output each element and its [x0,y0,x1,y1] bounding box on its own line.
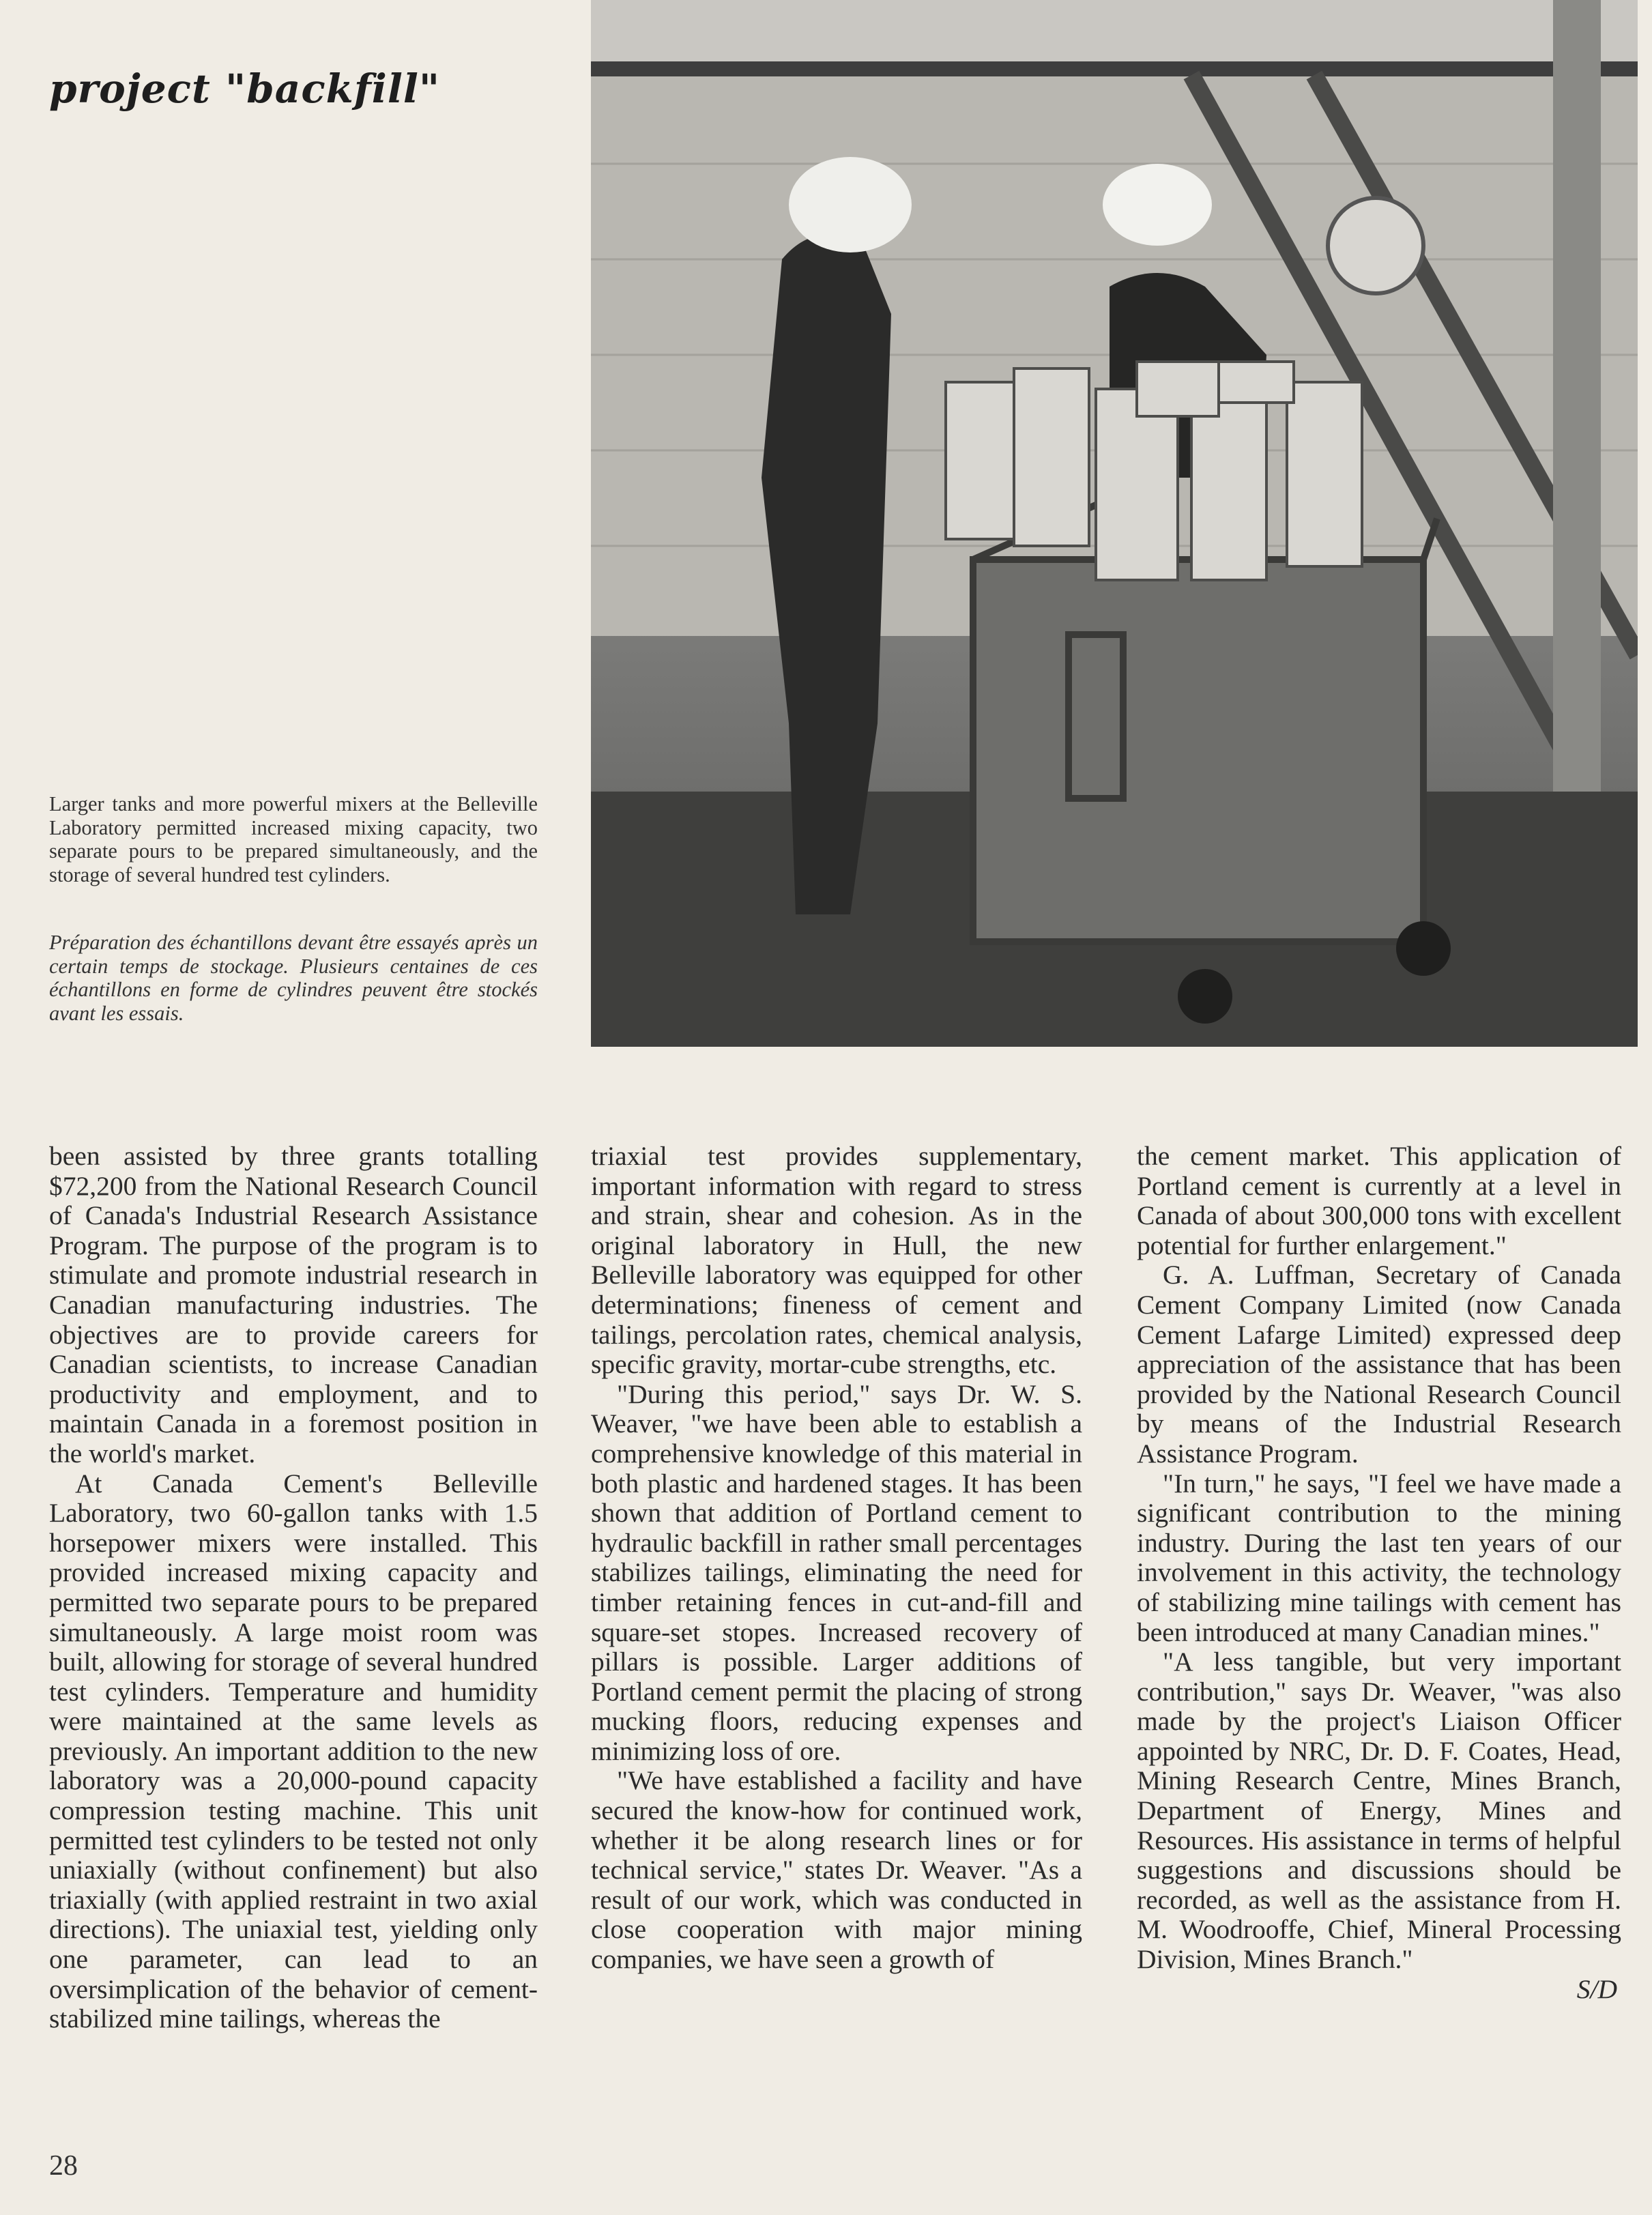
article-column-3 [1137,1142,1621,2004]
article-paragraph: G. A. Luffman, Secretary of Canada Cement Company Limited (now Canada Cement Lafarge Limited) expressed deep appreciation of the assistance that has been provided by the National Research Council by means of the Industrial Research Assistance Program. [1137,1260,1621,1468]
article-paragraph: "In turn," he says, "I feel we have made a significant contribution to the mining industry. During the last ten years of our involvement in this activity, the technology of stabilizing mine tailings with cement has been introduced at many Canadian mines." [1137,1468,1621,1647]
photo-caption-french: Préparation des échantillons devant être essayés après un certain temps de stockage. Plusieurs centaines de ces échantillons en forme de cylindres peuvent être stockés avant les essais. [49,931,538,1025]
article-paragraph: "We have established a facility and have secured the know-how for continued work, whether it be along research lines or for technical service," states Dr. Weaver. "As a result of our work, which was conducted in close cooperation with major mining companies, we have seen a growth of [591,1765,1082,1975]
photo-caption-english: Larger tanks and more powerful mixers at the Belleville Laboratory permitted increased mixing capacity, two separate pours to be prepared simultaneously, and the storage of several hundred test cylinders. [49,792,538,886]
article-paragraph: "A less tangible, but very important contribution," says Dr. Weaver, "was also made by the project's Liaison Officer appointed by NRC, Dr. D. F. Coates, Head, Mining Research Centre, Mines Branch, Department of Energy, Mines and Resources. His assistance in terms of helpful suggestions and discussions should be recorded, as well as the assistance from H. M. Woodrooffe, Chief, Mineral Processing Division, Mines Branch." [1137,1647,1621,1975]
page-number: 28 [49,2150,78,2182]
article-paragraph: At Canada Cement's Belleville Laboratory, two 60-gallon tanks with 1.5 horsepower mixers were installed. This provided increased mixing capacity and permitted two separate pours to be prepared simultaneously. A large moist room was built, allowing for storage of several hundred test cylinders. Temperature and humidity were maintained at the same levels as previously. An important addition to the new laboratory was a 20,000-pound capacity compression testing machine. This unit permitted test cylinders to be tested not only uniaxially (without confinement) but also triaxially (with applied restraint in two axial directions). The uniaxial test, yielding only one parameter, can lead to an oversimplication of the behavior of cement-stabilized mine tailings, whereas the [49,1468,538,2034]
article-paragraph: "During this period," says Dr. W. S. Weaver, "we have been able to establish a comprehensive knowledge of this material in both plastic and hardened stages. It has been shown that addition of Portland cement to hydraulic backfill in rather small percentages stabilizes tailings, eliminating the need for timber retaining fences in cut-and-fill and square-set stopes. Increased recovery of pillars is possible. Larger additions of Portland cement permit the placing of strong mucking floors, reducing expenses and minimizing loss of ore. [591,1378,1082,1766]
article-paragraph: triaxial test provides supplementary, important information with regard to stress and strain, shear and cohesion. As in the original laboratory in Hull, the new Belleville laboratory was equipped for other determinations; fineness of cement and tailings, percolation rates, chemical analysis, specific gravity, mortar-cube strengths, etc. [591,1141,1082,1380]
lab-photo [591,0,1638,1047]
article-paragraph: the cement market. This application of Portland cement is currently at a level in Canada of about 300,000 tons with excellent potential for further enlargement." [1137,1141,1621,1260]
article-title: project "backfill" [49,66,441,112]
article-column-1 [49,1142,538,2034]
author-signoff: S/D [1576,1973,1617,2004]
article-paragraph: been assisted by three grants totalling $72,200 from the National Research Council of Canada's Industrial Research Assistance Program. The purpose of the program is to stimulate and promote industrial research in Canadian manufacturing industries. The objectives are to provide careers for Canadian scientists, to increase Canadian productivity and employment, and to maintain Canada in a foremost position in the world's market. [49,1141,538,1468]
article-column-2 [591,1142,1082,1975]
lab-photo-illustration [591,0,1638,1047]
